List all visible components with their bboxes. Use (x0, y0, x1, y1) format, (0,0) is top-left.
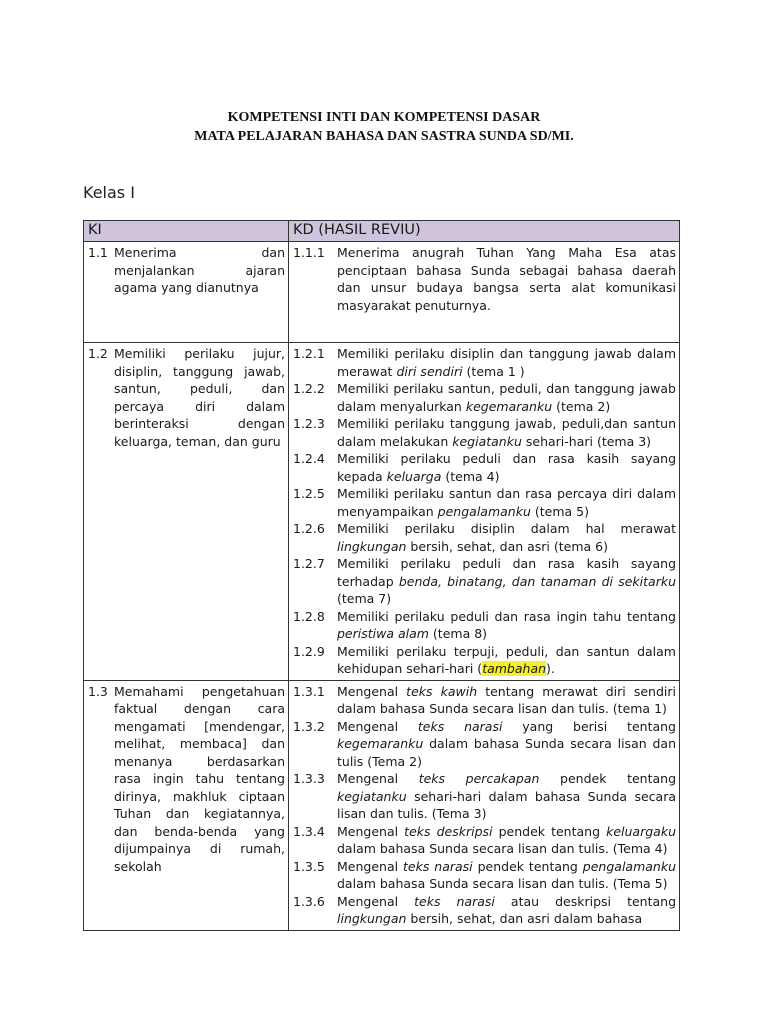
kd-item (293, 643, 676, 678)
kd-text: Memiliki perilaku peduli dan rasa kasih sayang kepada keluarga (tema 4) (337, 451, 676, 484)
kd-item (293, 893, 676, 928)
ki-text: Menerima dan menjalankan ajaran agama yang dianutnya (114, 245, 285, 295)
kd-number: 1.1.1 (293, 245, 325, 260)
kd-text: Mengenal teks deskripsi pendek tentang keluargaku dalam bahasa Sunda secara lisan dan tulis. (Tema 4) (337, 823, 676, 856)
kd-text: Mengenal teks narasi atau deskripsi tentang lingkungan bersih, sehat, dan asri dalam bahasa (337, 893, 677, 926)
kd-text: Mengenal teks percakapan pendek tentang kegiatanku sehari-hari dalam bahasa Sunda secara lisan dan tulis. (Tema 3) (337, 771, 677, 821)
kd-item (293, 770, 676, 823)
kd-number: 1.2.2 (293, 381, 325, 396)
kd-text: Memiliki perilaku disiplin dalam hal merawat lingkungan bersih, sehat, dan asri (tema 6) (337, 521, 676, 554)
kd-cell (289, 680, 680, 930)
kd-item (293, 244, 676, 314)
kd-text: Memiliki perilaku santun, peduli, dan tanggung jawab dalam menyalurkan kegemaranku (tema 2) (337, 381, 676, 414)
ki-number: 1.2 (88, 346, 108, 361)
kd-item (293, 823, 676, 858)
kd-text: Memiliki perilaku santun dan rasa percaya diri dalam menyampaikan pengalamanku (tema 5) (337, 486, 676, 519)
kd-number: 1.3.6 (293, 893, 325, 909)
kd-number: 1.2.8 (293, 608, 325, 624)
kd-item (293, 415, 676, 450)
kd-number: 1.2.4 (293, 451, 325, 466)
table-row (84, 242, 680, 343)
kd-text: Memiliki perilaku tanggung jawab, peduli,dan santun dalam melakukan kegiatanku sehari-hari (tema 3) (337, 416, 676, 449)
kd-number: 1.2.9 (293, 643, 325, 659)
kd-item (293, 520, 676, 555)
competency-table (83, 220, 680, 931)
ki-cell (84, 680, 289, 930)
kd-text: Menerima anugrah Tuhan Yang Maha Esa atas penciptaan bahasa Sunda sebagai bahasa daerah dan unsur budaya bangsa serta alat komunikasi masyarakat penuturnya. (337, 245, 676, 313)
kd-text: Mengenal teks kawih tentang merawat diri sendiri dalam bahasa Sunda secara lisan dan tulis. (tema 1) (337, 683, 676, 716)
kd-cell (289, 343, 680, 681)
kd-number: 1.2.5 (293, 486, 325, 501)
kd-text: Memiliki perilaku peduli dan rasa ingin tahu tentang peristiwa alam (tema 8) (337, 608, 676, 641)
kd-item (293, 718, 676, 771)
ki-text: Memiliki perilaku jujur, disiplin, tanggung jawab, santun, peduli, dan percaya diri dalam berinteraksi dengan keluarga, teman, dan guru (114, 346, 285, 449)
ki-cell (84, 242, 289, 343)
kd-text: Mengenal teks narasi yang berisi tentang kegemaranku dalam bahasa Sunda secara lisan dan tulis (Tema 2) (337, 718, 676, 769)
header-ki: KI (84, 221, 289, 242)
table-row (84, 680, 680, 930)
kd-text: Memiliki perilaku disiplin dan tanggung jawab dalam merawat diri sendiri (tema 1 ) (337, 346, 676, 379)
kd-number: 1.3.4 (293, 823, 325, 839)
kd-number: 1.2.1 (293, 346, 325, 361)
kd-item (293, 450, 676, 485)
kd-item (293, 683, 676, 718)
ki-cell (84, 343, 289, 681)
document-title-line-1: KOMPETENSI INTI DAN KOMPETENSI DASAR (227, 110, 541, 125)
kd-number: 1.2.7 (293, 556, 325, 571)
kd-number: 1.3.5 (293, 858, 325, 874)
kd-item (293, 608, 676, 643)
document-title-line-2: MATA PELAJARAN BAHASA DAN SASTRA SUNDA SD/MI. (194, 129, 574, 144)
table-header-row (84, 221, 680, 242)
ki-number: 1.1 (88, 245, 108, 260)
kd-item (293, 485, 676, 520)
ki-text: Memahami pengetahuan faktual dengan cara mengamati [mendengar, melihat, membaca] dan menanya berdasarkan rasa ingin tahu tentang dirinya, makhluk ciptaan Tuhan dan kegiatannya, dan benda-benda yang dijumpainya di rumah, sekolah (114, 683, 285, 874)
kd-number: 1.2.6 (293, 521, 325, 536)
ki-number: 1.3 (88, 683, 108, 699)
kd-item (293, 858, 676, 893)
table-row (84, 343, 680, 681)
kd-text: Mengenal teks narasi pendek tentang pengalamanku dalam bahasa Sunda secara lisan dan tulis. (Tema 5) (337, 858, 676, 891)
kd-text: Memiliki perilaku terpuji, peduli, dan santun dalam kehidupan sehari-hari (tambahan). (337, 643, 676, 676)
kd-item (293, 555, 676, 608)
kd-text: Memiliki perilaku peduli dan rasa kasih sayang terhadap benda, binatang, dan tanaman di sekitarku (tema 7) (337, 556, 676, 606)
highlighted-text: tambahan (482, 661, 547, 676)
kd-item (293, 345, 676, 380)
class-heading: Kelas I (83, 183, 135, 202)
kd-number: 1.2.3 (293, 416, 325, 431)
kd-item (293, 380, 676, 415)
kd-number: 1.3.1 (293, 683, 325, 699)
kd-cell (289, 242, 680, 343)
kd-number: 1.3.2 (293, 718, 325, 734)
header-kd: KD (HASIL REVIU) (289, 221, 680, 242)
kd-number: 1.3.3 (293, 771, 325, 786)
